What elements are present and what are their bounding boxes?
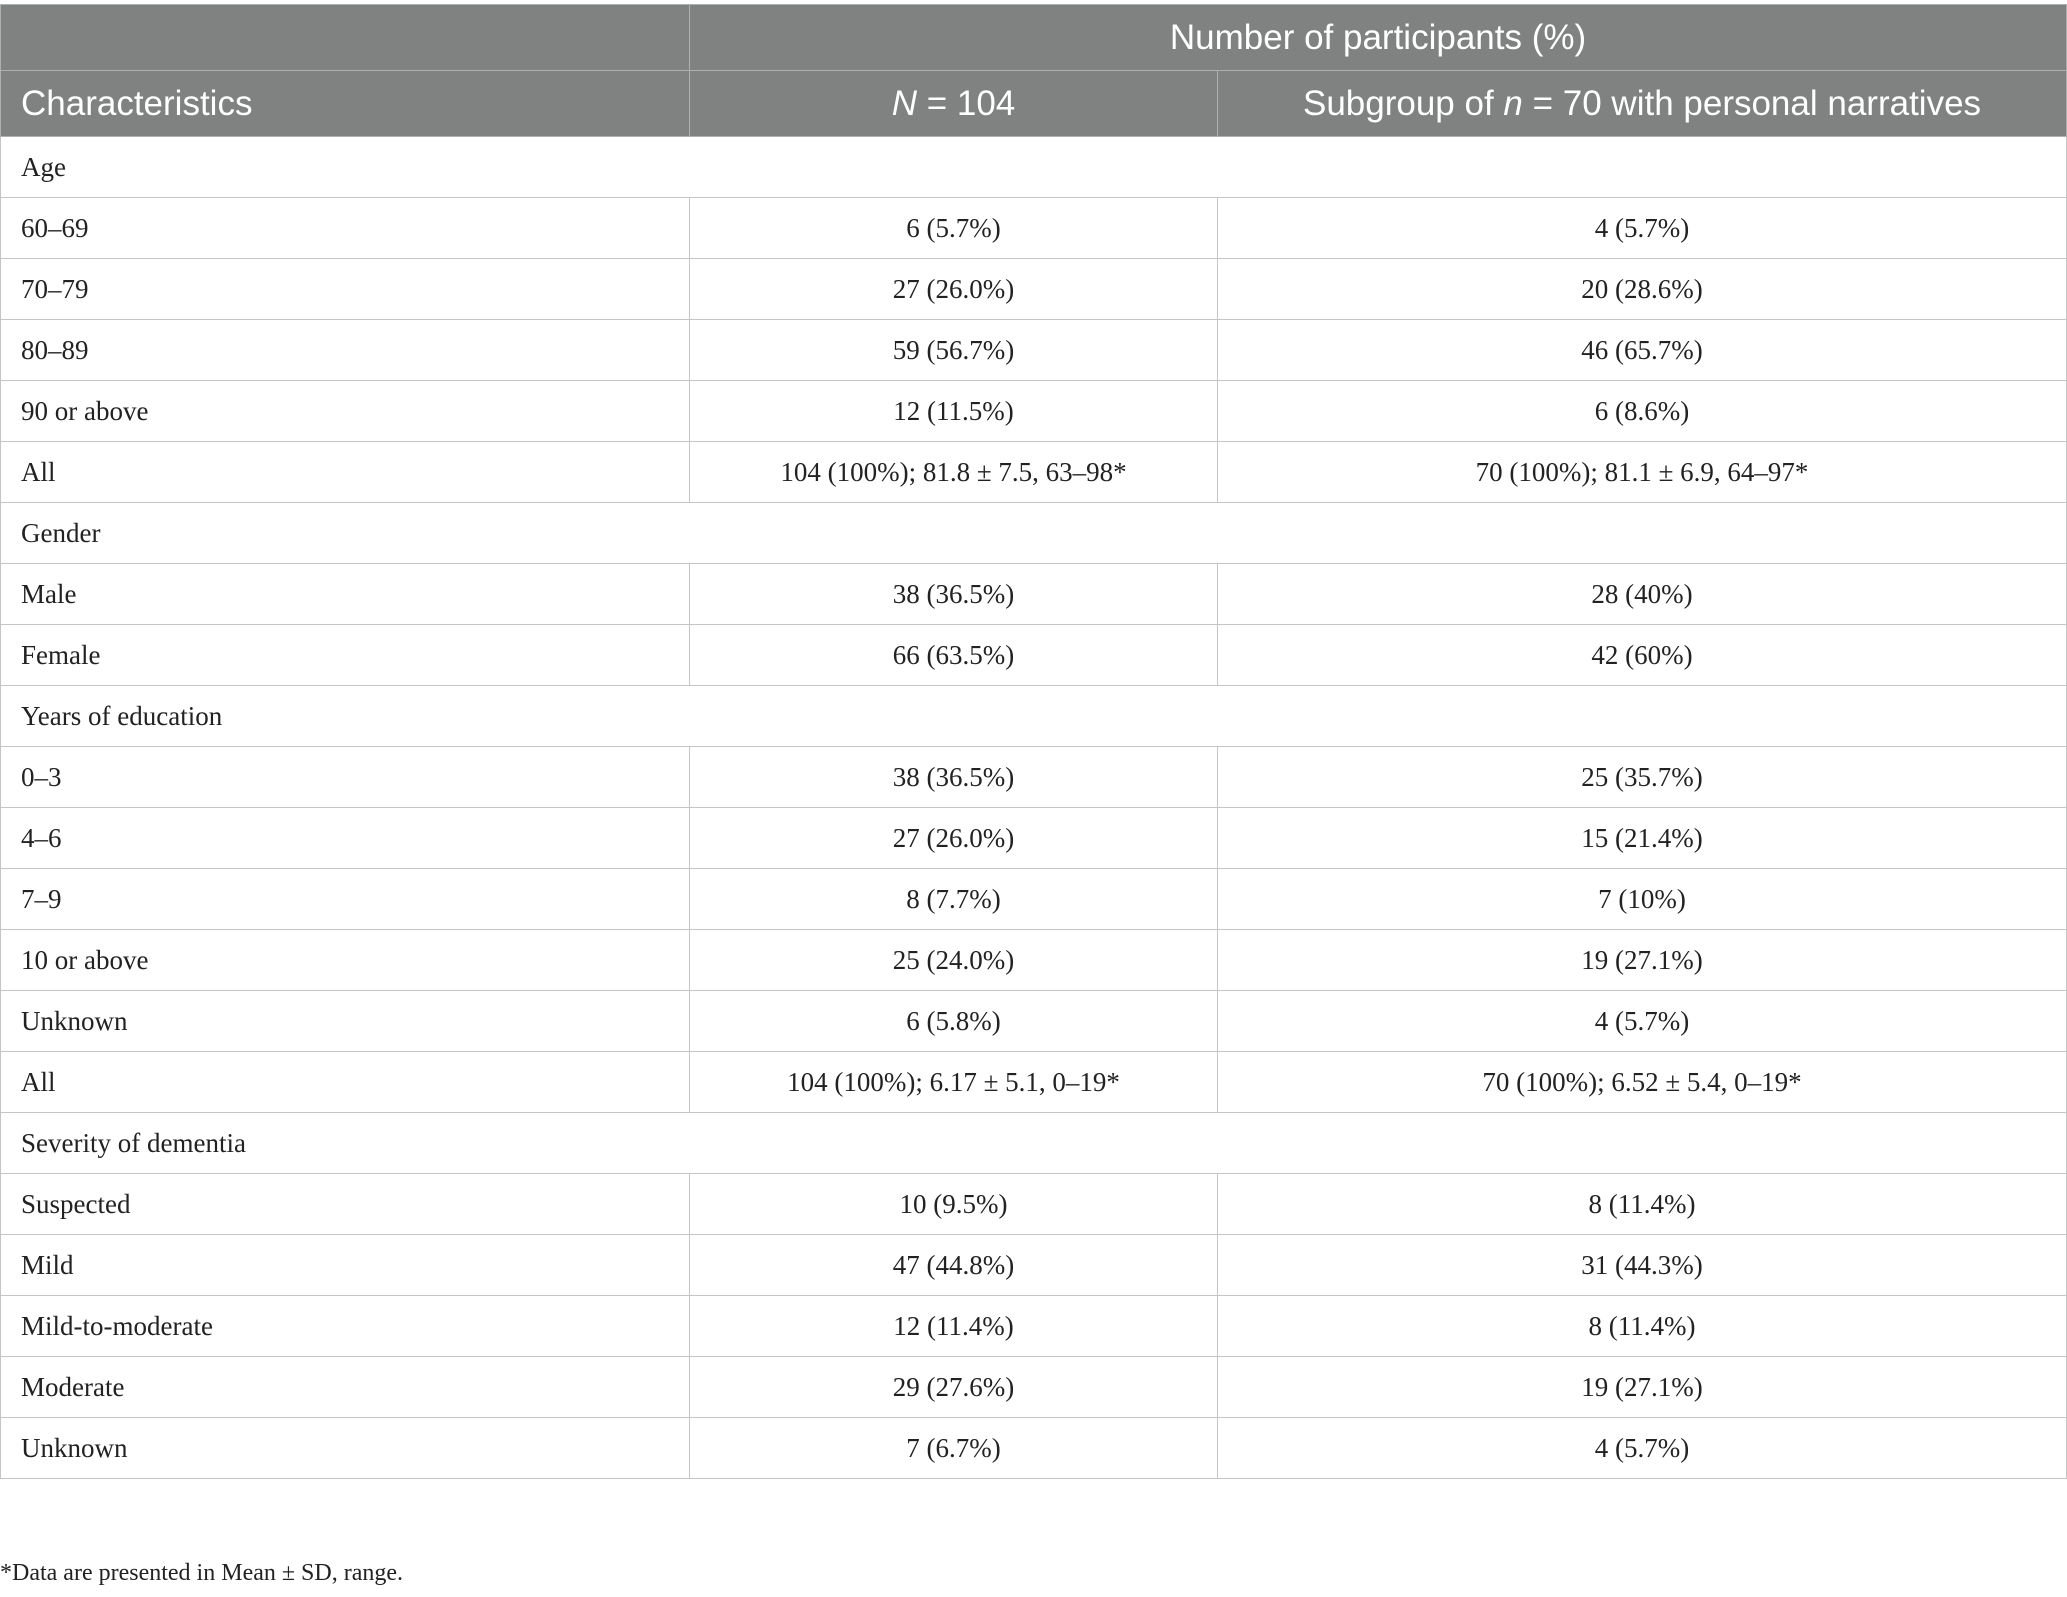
cell-n70: 8 (11.4%) xyxy=(1218,1174,2067,1235)
cell-n70: 4 (5.7%) xyxy=(1218,198,2067,259)
table-row xyxy=(1,381,2067,442)
cell-n104: 25 (24.0%) xyxy=(690,930,1218,991)
table-row xyxy=(1,930,2067,991)
table-row xyxy=(1,747,2067,808)
cell-n104: 12 (11.4%) xyxy=(690,1296,1218,1357)
cell-n70: 25 (35.7%) xyxy=(1218,747,2067,808)
cell-n104: 7 (6.7%) xyxy=(690,1418,1218,1479)
row-label: Unknown xyxy=(1,991,690,1052)
header-subgroup-pre: Subgroup of xyxy=(1302,83,1504,123)
cell-n104: 6 (5.7%) xyxy=(690,198,1218,259)
table-row xyxy=(1,1235,2067,1296)
cell-n104: 104 (100%); 81.8 ± 7.5, 63–98* xyxy=(690,442,1218,503)
section-label: Years of education xyxy=(1,686,2067,747)
table-row xyxy=(1,869,2067,930)
cell-n70: 31 (44.3%) xyxy=(1218,1235,2067,1296)
cell-n70: 15 (21.4%) xyxy=(1218,808,2067,869)
header-subgroup-post: = 70 with personal narratives xyxy=(1522,83,1982,123)
cell-n104: 10 (9.5%) xyxy=(690,1174,1218,1235)
header-blank-cell xyxy=(1,5,690,71)
row-label: 4–6 xyxy=(1,808,690,869)
cell-n104: 104 (100%); 6.17 ± 5.1, 0–19* xyxy=(690,1052,1218,1113)
table-row xyxy=(1,1418,2067,1479)
row-label: 7–9 xyxy=(1,869,690,930)
cell-n70: 42 (60%) xyxy=(1218,625,2067,686)
header-group-title: Number of participants (%) xyxy=(690,5,2067,71)
header-group-row xyxy=(1,5,2067,71)
cell-n104: 27 (26.0%) xyxy=(690,808,1218,869)
cell-n70: 6 (8.6%) xyxy=(1218,381,2067,442)
header-subgroup xyxy=(1218,71,2067,137)
row-label: Male xyxy=(1,564,690,625)
row-label: 60–69 xyxy=(1,198,690,259)
table-footnote: *Data are presented in Mean ± SD, range. xyxy=(0,1560,404,1586)
cell-n70: 4 (5.7%) xyxy=(1218,991,2067,1052)
row-label: Unknown xyxy=(1,1418,690,1479)
row-label: 0–3 xyxy=(1,747,690,808)
header-subgroup-italic: n xyxy=(1503,83,1523,123)
table-section-row xyxy=(1,503,2067,564)
row-label: All xyxy=(1,1052,690,1113)
cell-n104: 38 (36.5%) xyxy=(690,747,1218,808)
table-row xyxy=(1,1052,2067,1113)
section-label: Age xyxy=(1,137,2067,198)
row-label: Suspected xyxy=(1,1174,690,1235)
cell-n104: 27 (26.0%) xyxy=(690,259,1218,320)
table-wrapper xyxy=(0,4,2067,1479)
table-row xyxy=(1,808,2067,869)
table-row xyxy=(1,442,2067,503)
section-label: Gender xyxy=(1,503,2067,564)
cell-n104: 59 (56.7%) xyxy=(690,320,1218,381)
cell-n70: 19 (27.1%) xyxy=(1218,930,2067,991)
row-label: Mild-to-moderate xyxy=(1,1296,690,1357)
cell-n104: 6 (5.8%) xyxy=(690,991,1218,1052)
cell-n104: 66 (63.5%) xyxy=(690,625,1218,686)
cell-n70: 20 (28.6%) xyxy=(1218,259,2067,320)
participants-table xyxy=(0,4,2067,1479)
table-row xyxy=(1,259,2067,320)
cell-n70: 19 (27.1%) xyxy=(1218,1357,2067,1418)
table-row xyxy=(1,991,2067,1052)
header-n104 xyxy=(690,71,1218,137)
table-row xyxy=(1,625,2067,686)
row-label: 10 or above xyxy=(1,930,690,991)
cell-n104: 12 (11.5%) xyxy=(690,381,1218,442)
cell-n70: 70 (100%); 81.1 ± 6.9, 64–97* xyxy=(1218,442,2067,503)
header-characteristics: Characteristics xyxy=(1,71,690,137)
cell-n70: 7 (10%) xyxy=(1218,869,2067,930)
cell-n104: 47 (44.8%) xyxy=(690,1235,1218,1296)
row-label: 80–89 xyxy=(1,320,690,381)
cell-n104: 8 (7.7%) xyxy=(690,869,1218,930)
cell-n104: 38 (36.5%) xyxy=(690,564,1218,625)
cell-n70: 4 (5.7%) xyxy=(1218,1418,2067,1479)
table-row xyxy=(1,198,2067,259)
row-label: All xyxy=(1,442,690,503)
table-row xyxy=(1,564,2067,625)
table-body xyxy=(1,137,2067,1479)
table-row xyxy=(1,320,2067,381)
cell-n70: 28 (40%) xyxy=(1218,564,2067,625)
header-column-row xyxy=(1,71,2067,137)
table-section-row xyxy=(1,137,2067,198)
row-label: Mild xyxy=(1,1235,690,1296)
row-label: 90 or above xyxy=(1,381,690,442)
header-n104-italic: N xyxy=(891,83,917,123)
row-label: 70–79 xyxy=(1,259,690,320)
row-label: Female xyxy=(1,625,690,686)
cell-n104: 29 (27.6%) xyxy=(690,1357,1218,1418)
header-n104-rest: = 104 xyxy=(916,83,1016,123)
cell-n70: 70 (100%); 6.52 ± 5.4, 0–19* xyxy=(1218,1052,2067,1113)
table-row xyxy=(1,1357,2067,1418)
cell-n70: 8 (11.4%) xyxy=(1218,1296,2067,1357)
table-section-row xyxy=(1,1113,2067,1174)
table-header xyxy=(1,5,2067,137)
table-section-row xyxy=(1,686,2067,747)
table-row xyxy=(1,1296,2067,1357)
cell-n70: 46 (65.7%) xyxy=(1218,320,2067,381)
table-row xyxy=(1,1174,2067,1235)
section-label: Severity of dementia xyxy=(1,1113,2067,1174)
row-label: Moderate xyxy=(1,1357,690,1418)
